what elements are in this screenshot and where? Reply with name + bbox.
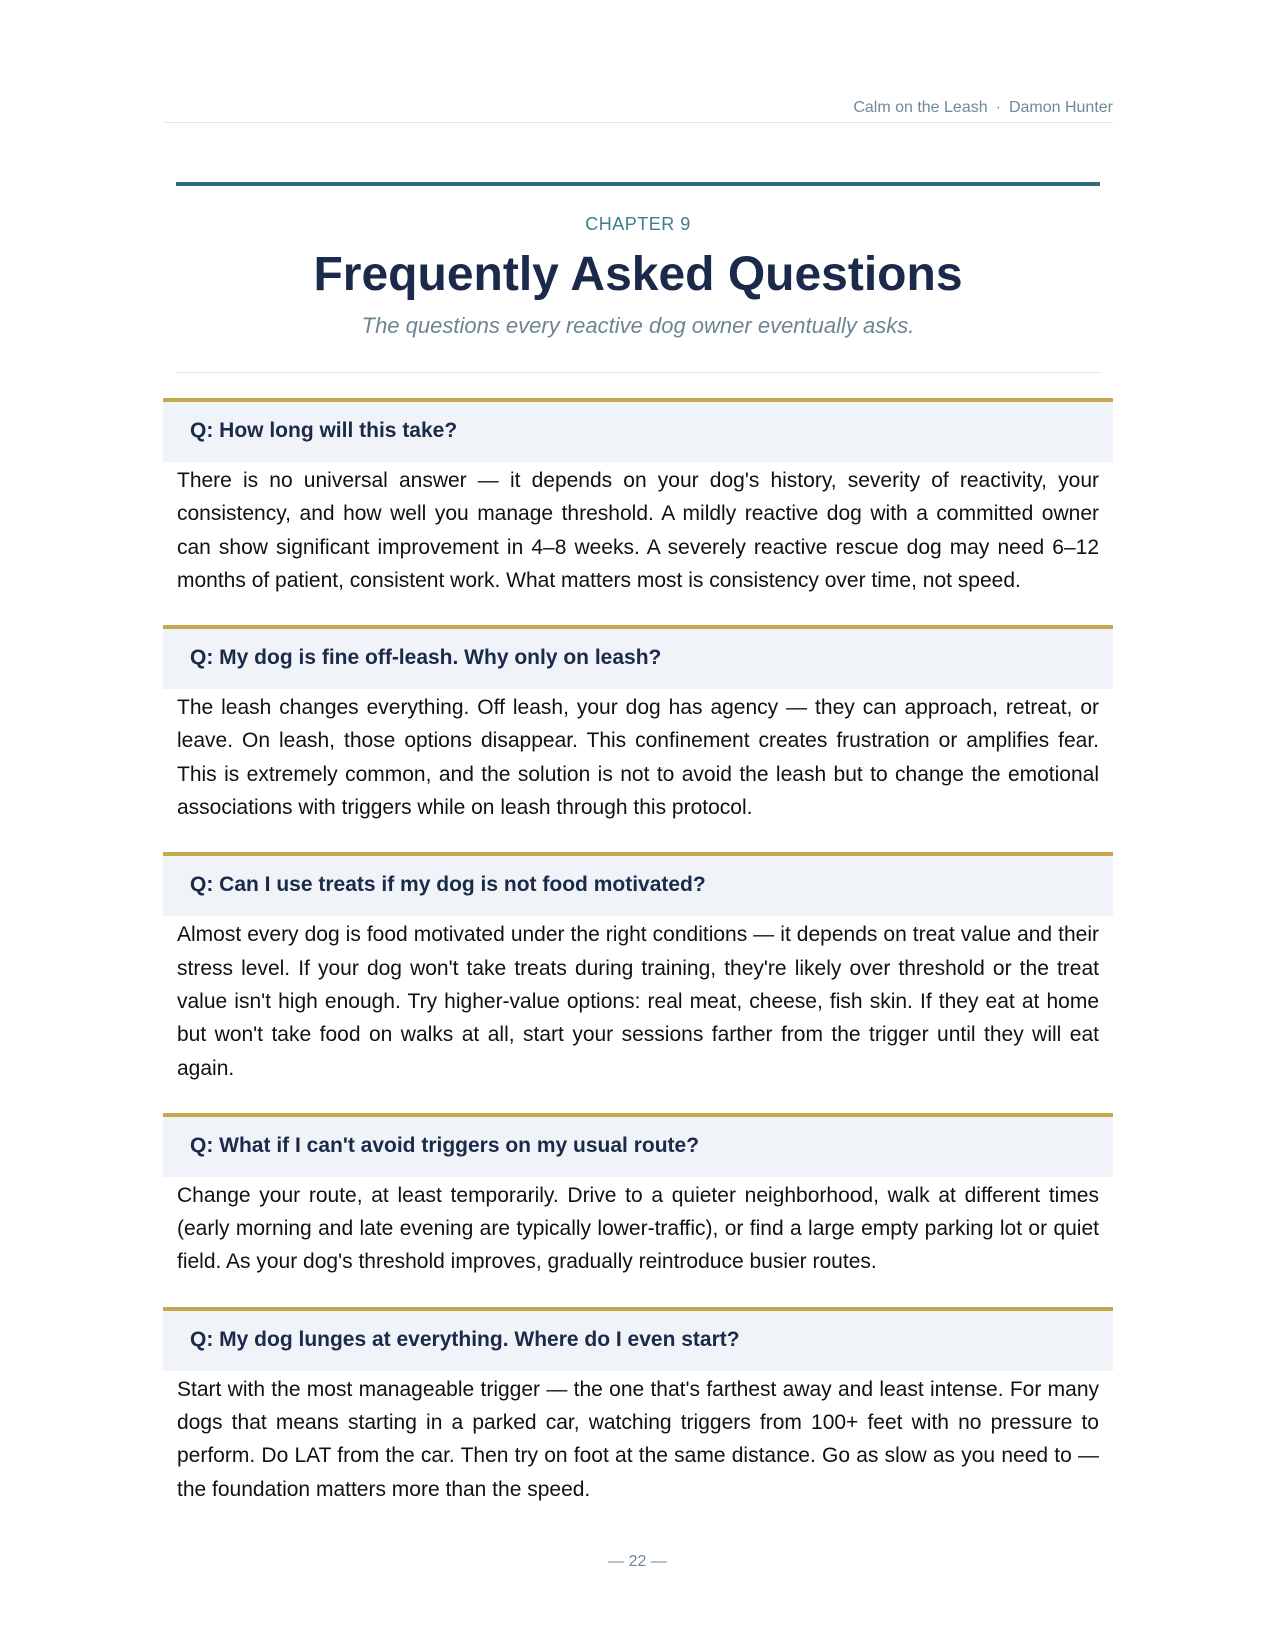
chapter-title: Frequently Asked Questions xyxy=(313,248,963,301)
running-header xyxy=(163,98,1113,123)
faq-answer: Start with the most manageable trigger — the one that's farthest away and least intense. For many dogs that means starting in a parked car, watching triggers from 100+ feet with no pressure to perform. Do LAT from the car. Then try on foot at the same distance. Go as slow as you need to — the foundation matters more than the speed. xyxy=(177,1377,1099,1501)
faq-answer: The leash changes everything. Off leash, your dog has agency — they can approach, retreat, or leave. On leash, those options disappear. This confinement creates frustration or amplifies fear. This is extremely common, and the solution is not to avoid the leash but to change the emotional associations with triggers while on leash through this protocol. xyxy=(177,696,1099,820)
faq-question: Q: My dog lunges at everything. Where do I even start? xyxy=(163,1307,1113,1371)
chapter-subtitle: The questions every reactive dog owner eventually asks. xyxy=(361,313,915,338)
faq-item xyxy=(163,625,1113,824)
faq-question: Q: Can I use treats if my dog is not food motivated? xyxy=(163,852,1113,916)
faq-answer: There is no universal answer — it depends on your dog's history, severity of reactivity, your consistency, and how well you manage threshold. A mildly reactive dog with a committed owner can show significant improvement in 4–8 weeks. A severely reactive rescue dog may need 6–12 months of patient, consistent work. What matters most is consistency over time, not speed. xyxy=(177,469,1099,592)
faq-question: Q: My dog is fine off-leash. Why only on leash? xyxy=(163,625,1113,689)
chapter-heading xyxy=(176,182,1100,373)
faq-item xyxy=(163,1113,1113,1279)
book-title: Calm on the Leash xyxy=(853,99,988,116)
faq-question: Q: How long will this take? xyxy=(163,398,1113,462)
faq-list xyxy=(163,398,1113,1534)
faq-question: Q: What if I can't avoid triggers on my usual route? xyxy=(163,1113,1113,1177)
chapter-label: CHAPTER 9 xyxy=(585,214,691,234)
header-separator: · xyxy=(995,99,1001,116)
faq-item xyxy=(163,852,1113,1084)
page-number: — 22 — xyxy=(608,1553,667,1570)
faq-item xyxy=(163,1307,1113,1506)
faq-item xyxy=(163,398,1113,597)
author-name: Damon Hunter xyxy=(1008,99,1113,116)
faq-answer: Change your route, at least temporarily. Drive to a quieter neighborhood, walk at different times (early morning and late evening are typically lower-traffic), or find a large empty parking lot or quiet field. As your dog's threshold improves, gradually reintroduce busier routes. xyxy=(177,1183,1099,1274)
faq-answer: Almost every dog is food motivated under the right conditions — it depends on treat value and their stress level. If your dog won't take treats during training, they're likely over threshold or the treat value isn't high enough. Try higher-value options: real meat, cheese, fish skin. If they eat at home but won't take food on walks at all, start your sessions farther from the trigger until they will eat again. xyxy=(177,923,1099,1080)
